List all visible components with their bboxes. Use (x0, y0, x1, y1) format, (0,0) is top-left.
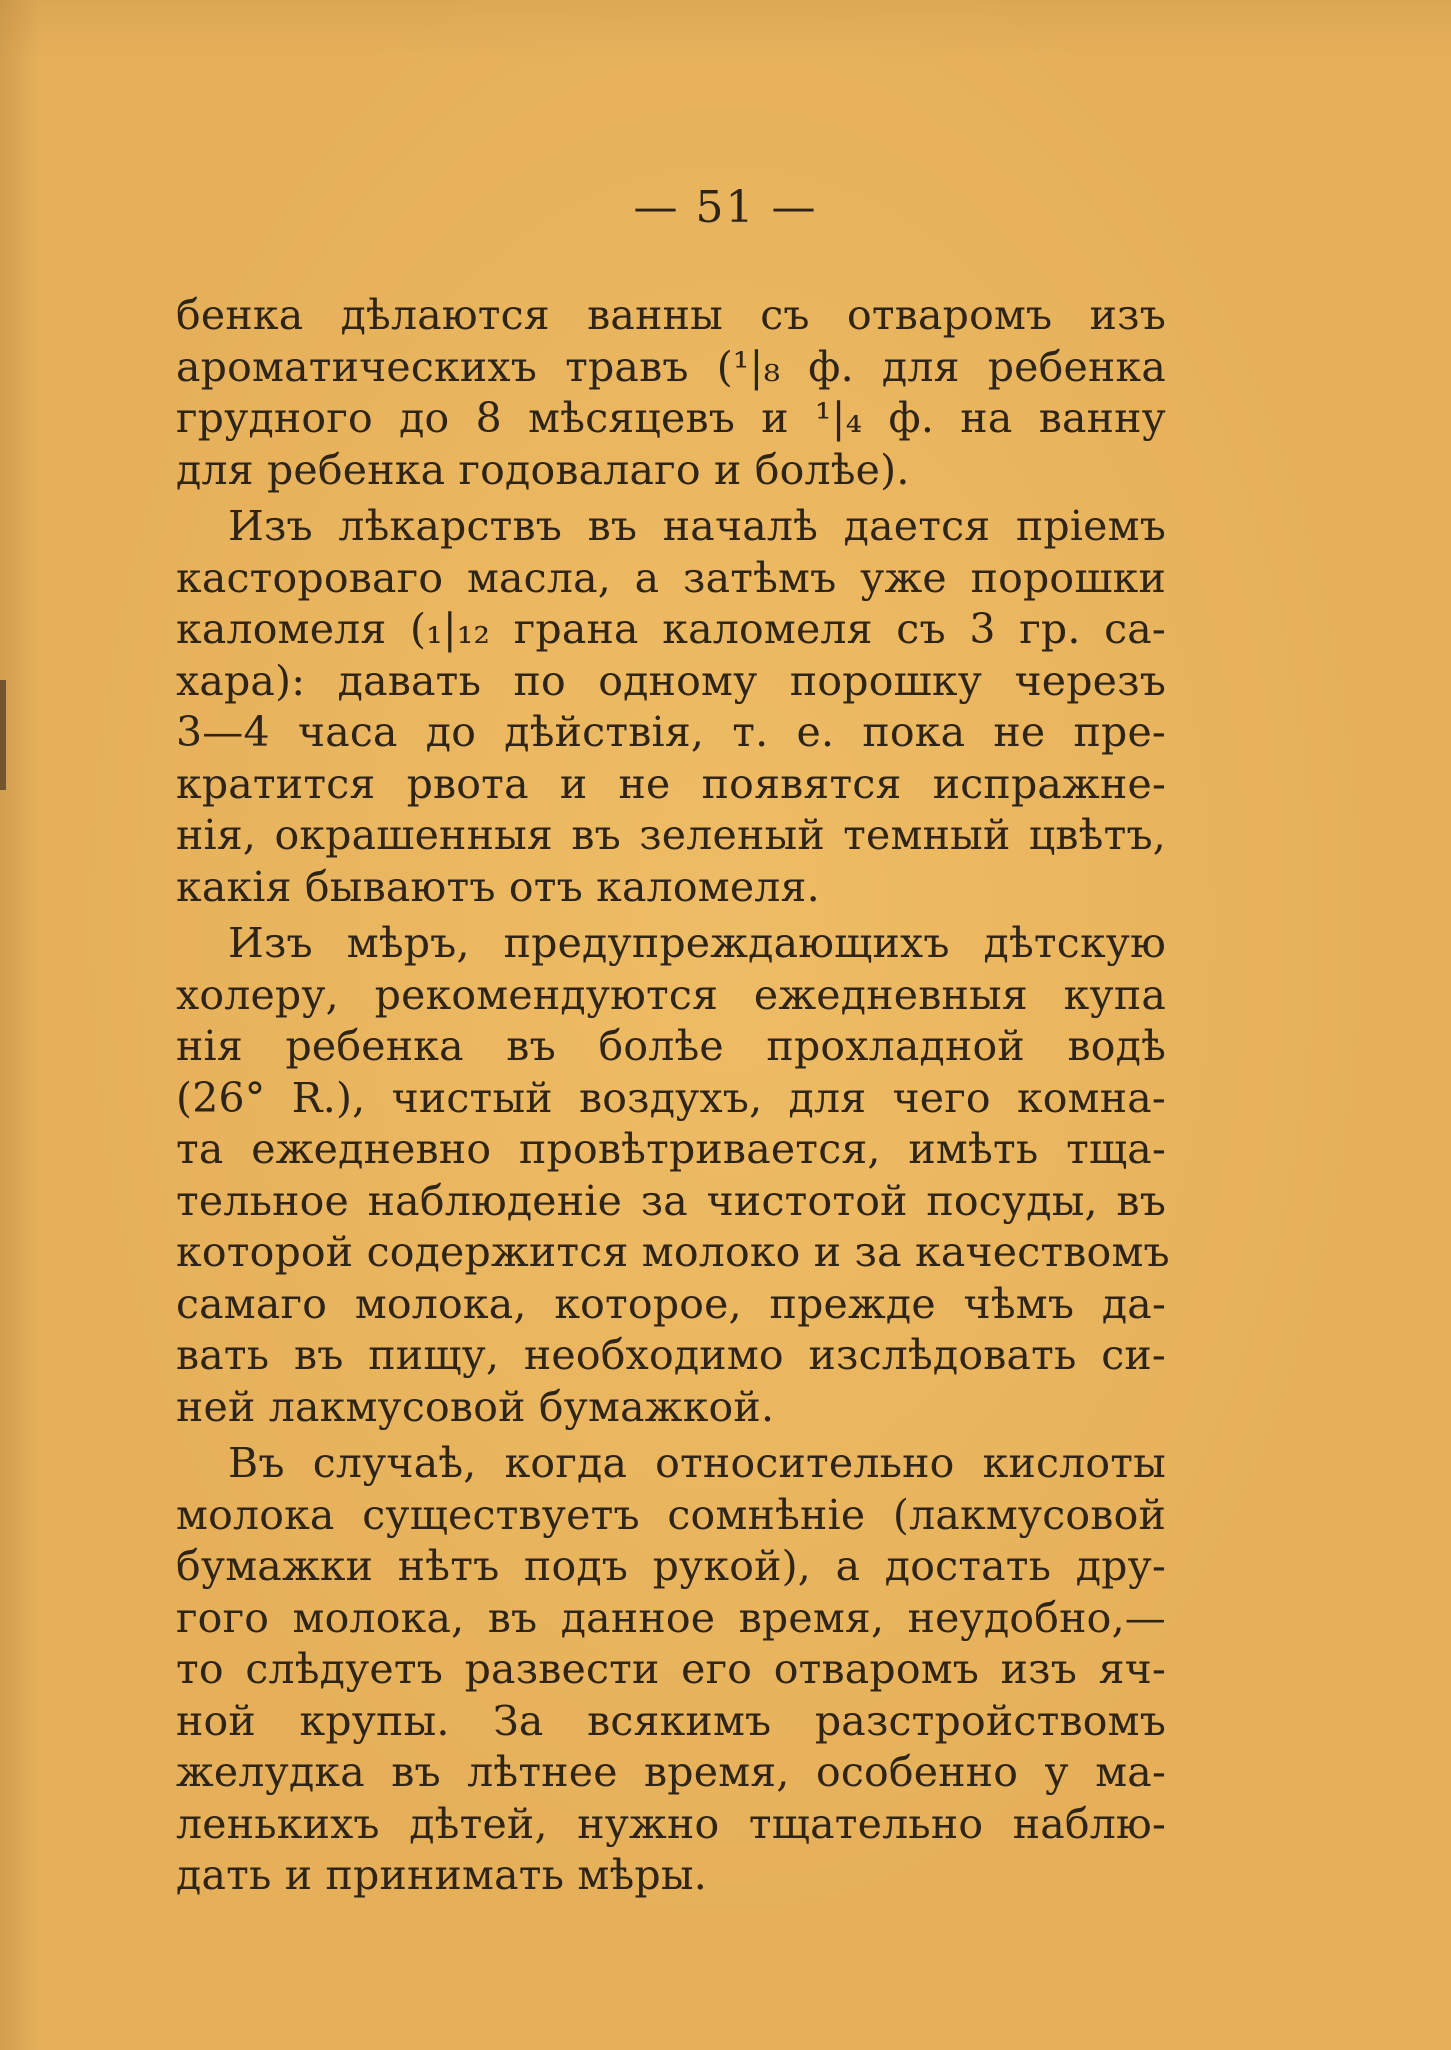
text-line: 3—4 часа до дѣйствія, т. е. пока не пре- (176, 708, 1166, 756)
text-line: тельное наблюденіе за чистотой посуды, въ (176, 1176, 1166, 1225)
text-line: какія бываютъ отъ каломеля. (176, 862, 820, 911)
text-line: вать въ пищу, необходимо изслѣдовать си- (176, 1331, 1166, 1379)
text-line: та ежедневно провѣтривается, имѣть тща- (176, 1125, 1166, 1173)
binding-edge-mark (0, 680, 6, 790)
text-line: грудного до 8 мѣсяцевъ и ¹|₄ ф. на ванну (176, 394, 1166, 442)
text-line: дать и принимать мѣры. (176, 1851, 707, 1899)
text-line: холеру, рекомендуются ежедневныя купа (176, 970, 1166, 1019)
body-text (176, 290, 1170, 1902)
text-line: желудка въ лѣтнее время, особенно у ма- (176, 1748, 1166, 1796)
text-line: ленькихъ дѣтей, нужно тщательно наблю- (176, 1799, 1166, 1848)
text-line: кратится рвота и не появятся испражне- (176, 759, 1166, 808)
text-line: ной крупы. За всякимъ разстройствомъ (176, 1696, 1166, 1745)
text-line: гого молока, въ данное время, неудобно,— (176, 1593, 1166, 1642)
text-line: бенка дѣлаются ванны съ отваромъ изъ (176, 291, 1166, 339)
paragraph-1 (176, 290, 1166, 496)
text-line: которой содержится молоко и за качествомъ (176, 1228, 1170, 1276)
text-line: то слѣдуетъ развести его отваромъ изъ яч- (176, 1645, 1166, 1693)
text-line: для ребенка годовалаго и болѣе). (176, 445, 910, 494)
text-line: Въ случаѣ, когда относительно кислоты (228, 1439, 1166, 1487)
paragraph-4 (176, 1438, 1166, 1902)
page-number: — 51 — (633, 182, 818, 233)
text-line: ней лакмусовой бумажкой. (176, 1382, 775, 1431)
text-line: (26° R.), чистый воздухъ, для чего комна- (176, 1073, 1166, 1122)
text-line: ароматическихъ травъ (¹|₈ ф. для ребенка (176, 342, 1166, 391)
text-line: нія, окрашенныя въ зеленый темный цвѣтъ, (176, 811, 1166, 859)
text-line: Изъ мѣръ, предупреждающихъ дѣтскую (228, 919, 1166, 967)
text-line: самаго молока, которое, прежде чѣмъ да- (176, 1279, 1166, 1328)
paragraph-2 (176, 501, 1166, 913)
text-line: касторовaго масла, а затѣмъ уже порошки (176, 553, 1166, 602)
text-line: хара): давать по одному порошку черезъ (176, 656, 1166, 705)
paragraph-3 (176, 918, 1170, 1433)
text-line: Изъ лѣкарствъ въ началѣ дается пріемъ (228, 502, 1166, 550)
text-line: каломеля (₁|₁₂ грана каломеля съ 3 гр. са- (176, 605, 1166, 653)
text-line: молока существуетъ сомнѣніе (лакмусовой (176, 1490, 1166, 1539)
text-line: нія ребенка въ болѣе прохладной водѣ (176, 1022, 1166, 1070)
text-line: бумажки нѣтъ подъ рукой), а достать дру- (176, 1542, 1166, 1590)
